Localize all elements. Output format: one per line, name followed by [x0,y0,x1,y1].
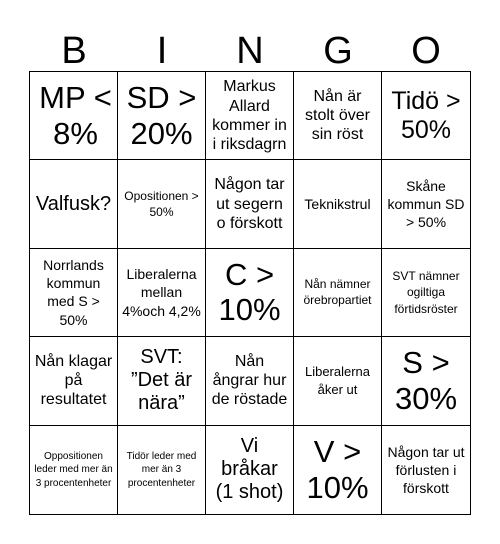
cell-text: Nån ångrar hur de röstade [211,353,288,409]
bingo-cell[interactable] [118,337,206,425]
cell-text: Teknikstrul [304,196,371,212]
bingo-cell[interactable] [118,426,206,514]
bingo-cell[interactable] [382,337,470,425]
cell-text: Tidör leder med mer än 3 procentenheter [126,450,197,489]
bingo-cell[interactable] [206,72,294,160]
bingo-cell[interactable] [30,160,118,248]
header-letter-n: N [236,30,264,72]
bingo-cell[interactable] [30,249,118,337]
bingo-cell[interactable] [294,426,382,514]
header-letter-i: I [156,30,168,72]
cell-text: SVT nämner ogiltiga förtidsröster [392,269,460,316]
header-letter-o: O [411,30,441,72]
bingo-cell[interactable] [30,426,118,514]
bingo-header [30,30,470,72]
cell-text: Liberalerna mellan 4%och 4,2% [122,266,201,319]
header-letter-b: B [61,30,87,72]
bingo-cell[interactable] [206,160,294,248]
bingo-cell[interactable] [30,72,118,160]
bingo-board [29,71,471,515]
cell-text: Opositionen > 50% [124,188,199,220]
bingo-cell[interactable] [118,249,206,337]
cell-text: Någon tar ut segern o förskott [214,176,285,232]
cell-text: Någon tar ut förlusten i förskott [387,443,465,496]
cell-text: C > 10% [218,256,281,328]
bingo-cell[interactable] [294,72,382,160]
bingo-cell[interactable] [294,160,382,248]
cell-text: Norrlands kommun med S > 50% [43,257,104,328]
cell-text: V > 10% [306,434,369,505]
bingo-cell[interactable] [382,426,470,514]
cell-text: Nån nämner örebropartiet [303,277,372,308]
header-letter-g: G [323,30,353,72]
bingo-cell[interactable] [206,249,294,337]
cell-text: Nån klagar på resultatet [34,353,113,409]
bingo-cell[interactable] [294,337,382,425]
bingo-cell[interactable] [382,72,470,160]
bingo-cell[interactable] [382,249,470,337]
cell-text: Tidö > 50% [391,86,461,144]
cell-text: S > 30% [394,345,458,416]
bingo-cell[interactable] [30,337,118,425]
bingo-cell[interactable] [118,72,206,160]
cell-text: Markus Allard kommer in i riksdagrn [212,78,287,153]
bingo-cell[interactable] [206,337,294,425]
cell-text: Nån är stolt över sin röst [305,87,370,144]
cell-text: Valfusk? [35,192,112,215]
bingo-cell[interactable] [294,249,382,337]
cell-text: SD > 20% [126,80,197,151]
cell-text: MP < 8% [39,80,112,151]
cell-text: Liberalerna åker ut [304,364,371,397]
cell-text: Vi bråkar (1 shot) [215,435,284,504]
bingo-cell[interactable] [382,160,470,248]
cell-text: SVT: ”Det är nära” [130,346,193,415]
cell-text: Skåne kommun SD > 50% [387,177,465,231]
bingo-cell[interactable] [118,160,206,248]
bingo-cell[interactable] [206,426,294,514]
cell-text: Oppositionen leder med mer än 3 procentenheter [34,450,113,489]
